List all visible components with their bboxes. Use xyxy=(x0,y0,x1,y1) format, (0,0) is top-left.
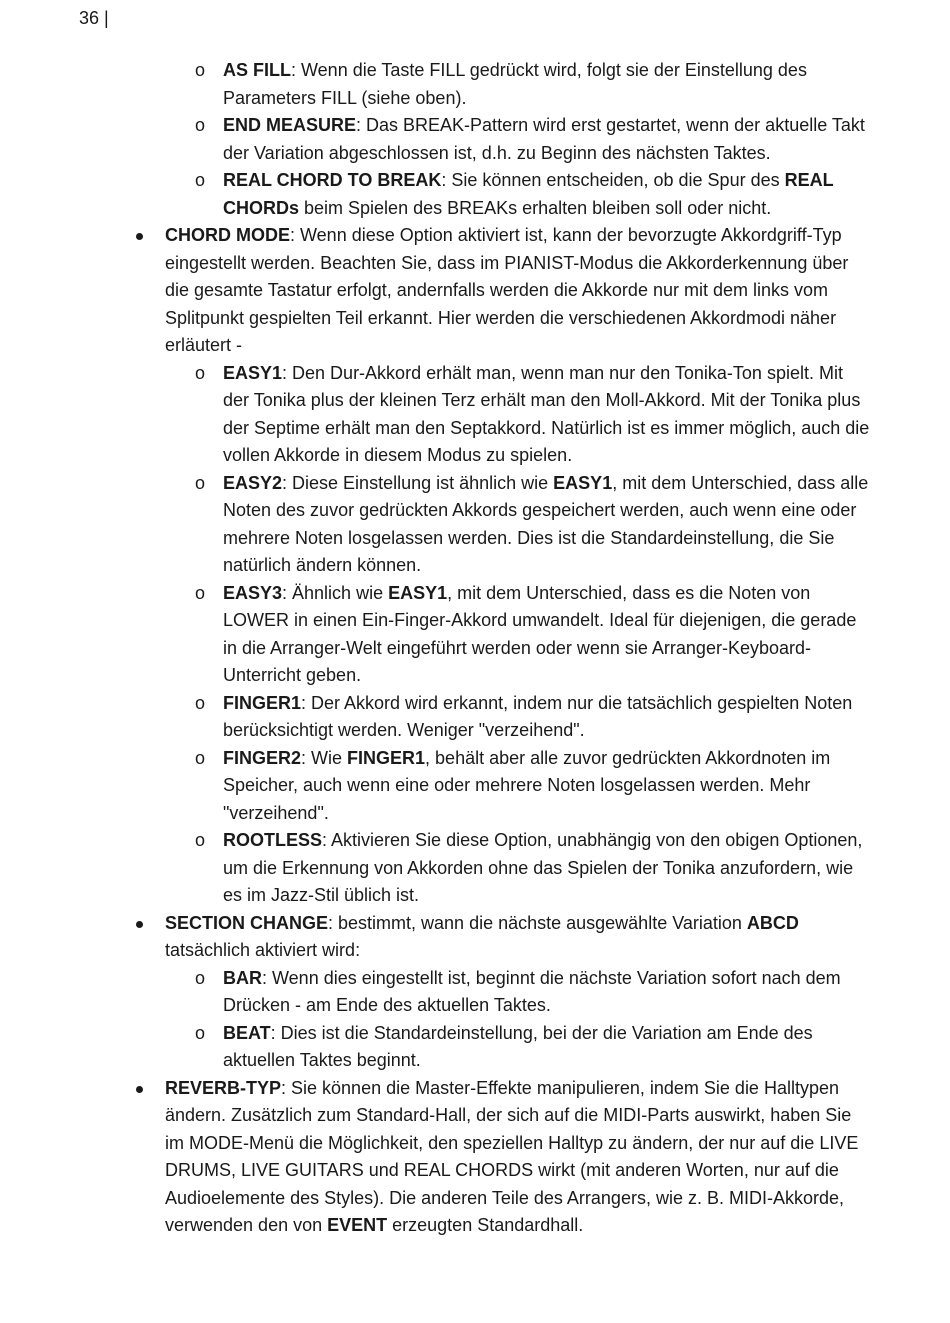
sub-bullet-item xyxy=(0,470,950,580)
body-text: : Diese Einstellung ist ähnlich wie xyxy=(282,472,554,493)
sub-bullet-marker: o xyxy=(194,60,205,80)
body-text: : Sie können die Master-Effekte manipulieren, indem Sie die Halltypen ändern. Zusätzlich zum Standard-Hall, der sich auf die MIDI-Parts auswirkt, haben Sie im MODE-Menü die Möglichkeit, den speziellen Halltyp zu ändern, der nur auf die LIVE DRUMS, LIVE GUITARS und REAL CHORDS wirkt (mit anderen Worten, nur auf die Audioelemente des Styles). Die anderen Teile des Arrangers, wie z. B. MIDI-Akkorde, verwenden den von xyxy=(165,1077,859,1235)
bold-term: ABCD xyxy=(746,912,799,933)
sub-bullet-item xyxy=(0,57,950,112)
sub-bullet-marker: o xyxy=(194,582,205,603)
bullet-item xyxy=(0,910,950,965)
bold-term: ROOTLESS xyxy=(223,830,323,850)
sub-bullet-marker: o xyxy=(194,170,205,190)
body-text: , mit dem Unterschied, dass es die Noten von LOWER in einen Ein-Finger-Akkord umwandelt. Ideal für diejenigen, die gerade in die Arranger-Welt eingeführt werden oder wenn sie Arranger-Keyboard-Unterricht geben. xyxy=(223,582,857,685)
sub-bullet-item xyxy=(0,580,950,690)
bold-term: EASY3 xyxy=(223,582,283,603)
bold-term: EVENT xyxy=(327,1215,388,1235)
bullet-dot-icon xyxy=(136,921,143,928)
body-text: , mit dem Unterschied, dass alle Noten des zuvor gedrückten Akkords gespeichert werden, auch wenn eine oder mehrere Noten losgelassen werden. Dies ist die Standardeinstellung, die Sie natürlich ändern können. xyxy=(223,472,869,575)
body-text: , behält aber alle zuvor gedrückten Akkordnoten im Speicher, auch wenn eine oder mehrere Noten losgelassen werden. Mehr "verzeihend". xyxy=(223,747,831,823)
body-text: : Sie können entscheiden, ob die Spur des xyxy=(441,170,785,190)
bold-term: REAL CHORD TO BREAK xyxy=(223,170,442,190)
body-text: : Der Akkord wird erkannt, indem nur die tatsächlich gespielten Noten berücksichtigt werden. Weniger "verzeihend". xyxy=(223,692,853,740)
bold-term: BAR xyxy=(223,967,262,988)
body-text: tatsächlich aktiviert wird: xyxy=(165,940,361,960)
sub-bullet-item xyxy=(0,360,950,470)
bold-term: FINGER1 xyxy=(223,692,302,713)
bold-term: EASY1 xyxy=(388,582,448,603)
bullet-dot-icon xyxy=(136,1086,143,1093)
body-text: : Wie xyxy=(301,747,348,768)
bold-term: FINGER2 xyxy=(223,747,302,768)
bold-term: SECTION CHANGE xyxy=(165,912,329,933)
body-text: beim Spielen des BREAKs erhalten bleiben soll oder nicht. xyxy=(299,197,772,218)
sub-bullet-item xyxy=(0,1020,950,1075)
sub-bullet-item xyxy=(0,965,950,1020)
body-text: : Wenn dies eingestellt ist, beginnt die nächste Variation sofort nach dem Drücken - am Ende des aktuellen Taktes. xyxy=(223,967,841,1015)
bold-term: CHORD MODE xyxy=(165,225,290,245)
bold-term: EASY1 xyxy=(553,472,613,493)
bold-term: AS FILL xyxy=(223,60,291,80)
body-text: : bestimmt, wann die nächste ausgewählte Variation xyxy=(328,912,747,933)
bullet-dot-icon xyxy=(136,233,143,240)
bold-term: EASY2 xyxy=(223,472,283,493)
bullet-item xyxy=(0,1075,950,1240)
sub-bullet-marker: o xyxy=(194,692,205,713)
sub-bullet-marker: o xyxy=(194,472,205,493)
sub-bullet-marker: o xyxy=(194,1022,205,1043)
sub-bullet-item xyxy=(0,827,950,910)
sub-bullet-marker: o xyxy=(194,747,205,768)
body-text: : Dies ist die Standardeinstellung, bei der die Variation am Ende des aktuellen Taktes beginnt. xyxy=(223,1022,813,1070)
body-text: : Ähnlich wie xyxy=(282,582,389,603)
page-number: 36 | xyxy=(79,8,109,28)
sub-bullet-marker: o xyxy=(194,362,205,383)
bold-term: REAL CHORDs xyxy=(223,170,834,218)
bold-term: EASY1 xyxy=(223,362,283,383)
body-text: : Wenn diese Option aktiviert ist, kann der bevorzugte Akkordgriff-Typ eingestellt werden. Beachten Sie, dass im PIANIST-Modus die Akkorderkennung über die gesamte Tastatur erfolgt, andernfalls werden die Akkorde nur mit dem links vom Splitpunkt gespielten Teil erkannt. Hier werden die verschiedenen Akkordmodi näher erläutert - xyxy=(165,225,849,355)
bold-term: REVERB-TYP xyxy=(165,1077,282,1098)
sub-bullet-item xyxy=(0,745,950,828)
sub-bullet-marker: o xyxy=(194,967,205,988)
bold-term: BEAT xyxy=(223,1022,271,1043)
sub-bullet-item xyxy=(0,690,950,745)
sub-bullet-item xyxy=(0,167,950,222)
sub-bullet-marker: o xyxy=(194,830,205,850)
bullet-item xyxy=(0,222,950,360)
body-text: : Wenn die Taste FILL gedrückt wird, folgt sie der Einstellung des Parameters FILL (siehe oben). xyxy=(223,60,807,108)
sub-bullet-marker: o xyxy=(194,115,205,135)
body-text: : Aktivieren Sie diese Option, unabhängig von den obigen Optionen, um die Erkennung von Akkorden ohne das Spielen der Tonika anzufordern, wie es im Jazz-Stil üblich ist. xyxy=(223,830,863,905)
body-text: erzeugten Standardhall. xyxy=(387,1215,584,1235)
document-body xyxy=(0,57,950,1240)
bold-term: FINGER1 xyxy=(347,747,426,768)
body-text: : Das BREAK-Pattern wird erst gestartet, wenn der aktuelle Takt der Variation abgeschlossen ist, d.h. zu Beginn des nächsten Taktes. xyxy=(223,115,865,163)
bold-term: END MEASURE xyxy=(223,115,357,135)
sub-bullet-item xyxy=(0,112,950,167)
body-text: : Den Dur-Akkord erhält man, wenn man nur den Tonika-Ton spielt. Mit der Tonika plus der kleinen Terz erhält man den Moll-Akkord. Mit der Tonika plus der Septime erhält man den Septakkord. Natürlich ist es immer möglich, auch die vollen Akkorde in diesem Modus zu spielen. xyxy=(223,362,870,465)
